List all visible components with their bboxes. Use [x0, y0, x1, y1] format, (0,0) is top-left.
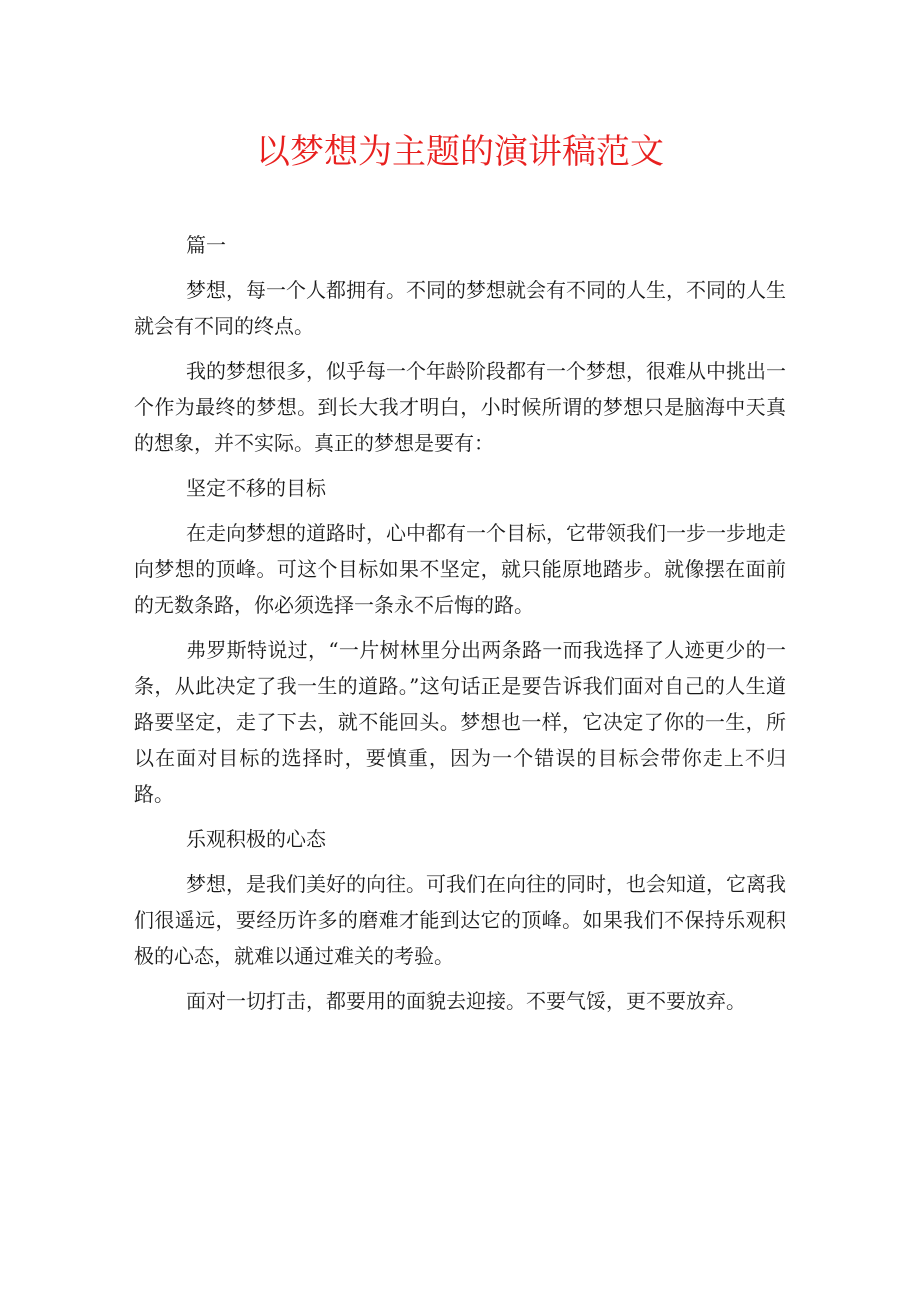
document-title: 以梦想为主题的演讲稿范文: [256, 132, 664, 172]
paragraph: 梦想，每一个人都拥有。不同的梦想就会有不同的人生，不同的人生就会有不同的终点。: [134, 278, 786, 338]
section-heading: 篇一: [186, 233, 226, 257]
paragraph: 在走向梦想的道路时，心中都有一个目标，它带领我们一步一步地走向梦想的顶峰。可这个目标如果不坚定，就只能原地踏步。就像摆在面前的无数条路，你必须选择一条永不后悔的路。: [134, 521, 786, 617]
paragraph: 弗罗斯特说过，“一片树林里分出两条路一而我选择了人迹更少的一条，从此决定了我一生的道路。”这句话正是要告诉我们面对自己的人生道路要坚定，走了下去，就不能回头。梦想也一样，它决定了你的一生，所以在面对目标的选择时，要慎重，因为一个错误的目标会带你走上不归路。: [134, 638, 786, 806]
subheading: 坚定不移的目标: [186, 476, 326, 500]
document-body: [134, 227, 786, 1028]
subheading: 乐观积极的心态: [186, 827, 326, 851]
paragraph: 面对一切打击，都要用的面貌去迎接。不要气馁，更不要放弃。: [186, 989, 746, 1013]
paragraph: 我的梦想很多，似乎每一个年龄阶段都有一个梦想，很难从中挑出一个作为最终的梦想。到长大我才明白，小时候所谓的梦想只是脑海中天真的想象，并不实际。真正的梦想是要有：: [134, 359, 786, 455]
paragraph: 梦想，是我们美好的向往。可我们在向往的同时，也会知道，它离我们很遥远，要经历许多的磨难才能到达它的顶峰。如果我们不保持乐观积极的心态，就难以通过难关的考验。: [134, 872, 786, 968]
